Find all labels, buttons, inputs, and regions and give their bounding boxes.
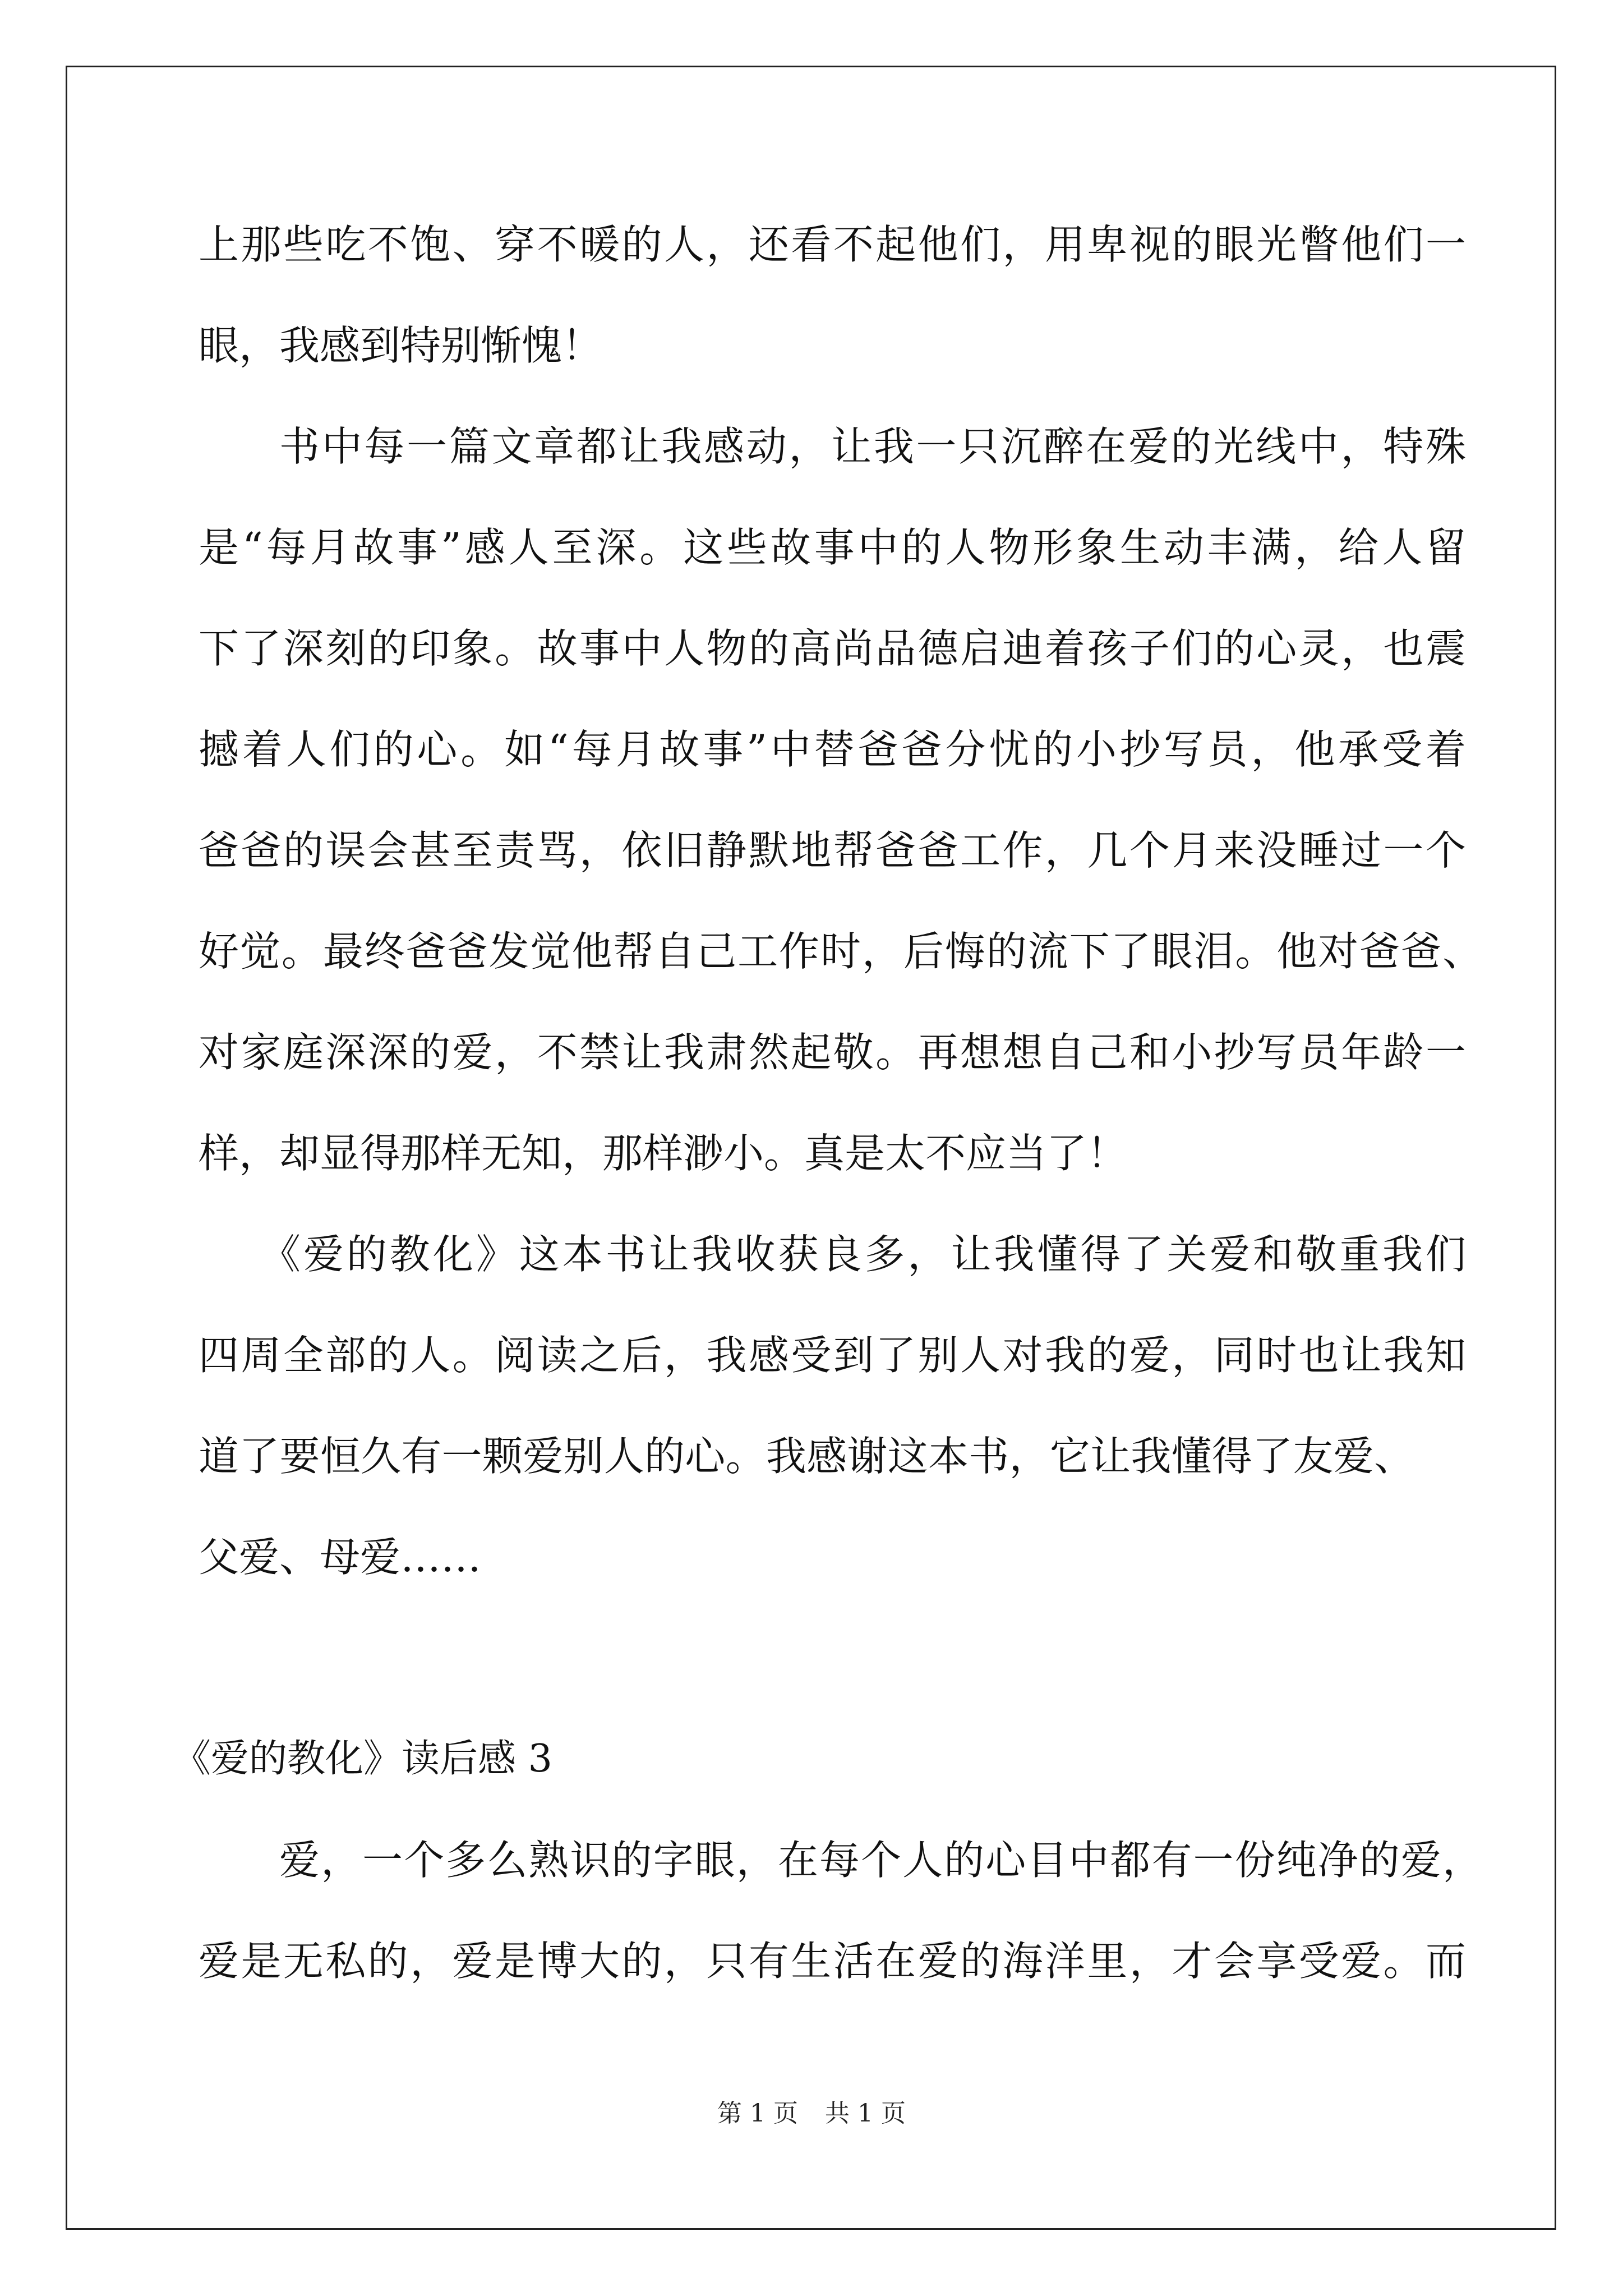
paragraph-2-line-3: 下了深刻的印象。故事中人物的高尚品德启迪着孩子们的心灵，也震 [199, 625, 1466, 672]
paragraph-4-line-2: 爱是无私的，爱是博大的，只有生活在爱的海洋里，才会享受爱。而 [199, 1938, 1466, 1985]
paragraph-2-line-4: 撼着人们的心。如“每月故事”中替爸爸分忧的小抄写员，他承受着 [199, 726, 1466, 773]
paragraph-2-line-5: 爸爸的误会甚至责骂，依旧静默地帮爸爸工作，几个月来没睡过一个 [199, 827, 1466, 874]
page-total-label: 共 1 页 [825, 2099, 906, 2128]
paragraph-1-line-1: 上那些吃不饱、穿不暖的人，还看不起他们，用卑视的眼光瞥他们一 [199, 221, 1466, 268]
paragraph-1-line-2: 眼，我感到特别惭愧！ [199, 322, 603, 369]
paragraph-2-line-1: 书中每一篇文章都让我感动，让我一只沉醉在爱的光线中，特殊 [279, 423, 1466, 470]
paragraph-2-line-2: 是“每月故事”感人至深。这些故事中的人物形象生动丰满，给人留 [199, 524, 1466, 571]
paragraph-3-line-2: 四周全部的人。阅读之后，我感受到了别人对我的爱，同时也让我知 [199, 1332, 1466, 1379]
paragraph-2-line-8: 样，却显得那样无知，那样渺小。真是太不应当了！ [199, 1130, 1128, 1177]
section-heading: 《爱的教化》读后感 3 [173, 1737, 552, 1781]
paragraph-3-line-4: 父爱、母爱…… [199, 1534, 482, 1581]
page-number-label: 第 1 页 [717, 2099, 798, 2128]
paragraph-3-line-3: 道了要恒久有一颗爱别人的心。我感谢这本书，它让我懂得了友爱、 [199, 1433, 1414, 1480]
paragraph-2-line-7: 对家庭深深的爱，不禁让我肃然起敬。再想想自己和小抄写员年龄一 [199, 1029, 1466, 1076]
paragraph-2-line-6: 好觉。最终爸爸发觉他帮自己工作时，后悔的流下了眼泪。他对爸爸、 [199, 928, 1483, 975]
page-footer [0, 2097, 1623, 2131]
paragraph-3-line-1: 《爱的教化》这本书让我收获良多，让我懂得了关爱和敬重我们 [260, 1231, 1466, 1278]
paragraph-4-line-1: 爱，一个多么熟识的字眼，在每个人的心目中都有一份纯净的爱， [279, 1837, 1483, 1884]
